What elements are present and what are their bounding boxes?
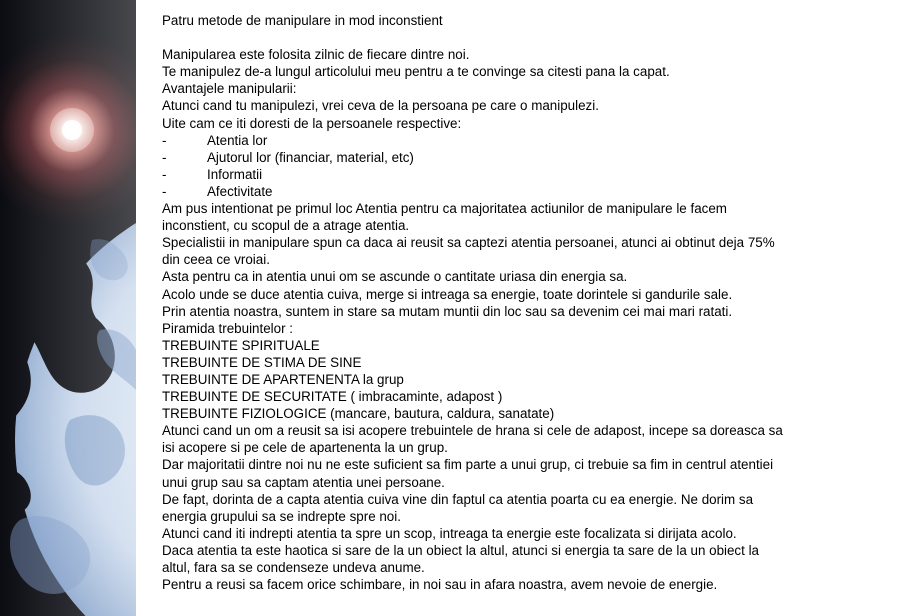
text-line: Specialistii in manipulare spun ca daca ai reusit sa captezi atentia persoanei, atunci ai obtinut deja 75% — [162, 235, 775, 251]
bullet-item — [162, 183, 914, 200]
text-line: Prin atentia noastra, suntem in stare sa mutam muntii din loc sau sa devenim cei mai mari ratati. — [162, 303, 733, 319]
text-line: Avantajele manipularii: — [162, 81, 297, 97]
text-line: inconstient, cu scopul de a atrage atentia. — [162, 218, 410, 234]
text-line: Acolo unde se duce atentia cuiva, merge si intreaga sa energie, toate dorintele si gandurile sale. — [162, 286, 733, 302]
bullet-text: Afectivitate — [207, 183, 273, 199]
bullet-marker: - — [162, 183, 167, 199]
text-line: Atunci cand tu manipulezi, vrei ceva de la persoana pe care o manipulezi. — [162, 98, 599, 114]
bullet-text: Ajutorul lor (financiar, material, etc) — [207, 149, 414, 165]
bullet-text: Atentia lor — [207, 132, 268, 148]
text-line: energia grupului sa se indrepte spre noi. — [162, 508, 401, 524]
article-title: Patru metode de manipulare in mod inconstient — [162, 13, 443, 28]
text-line: din ceea ce vroiai. — [162, 252, 270, 268]
text-line: Daca atentia ta este haotica si sare de la un obiect la altul, atunci si energia ta sare de la un obiect la — [162, 542, 759, 558]
text-line: Te manipulez de-a lungul articolului meu pentru a te convinge sa citesti pana la capat. — [162, 64, 670, 80]
text-line: altul, fara sa se condenseze undeva anume. — [162, 560, 425, 575]
text-line: isi acopere si pe cele de apartenenta la un grup. — [162, 440, 448, 456]
pyramid-level: TREBUINTE DE STIMA DE SINE — [162, 354, 362, 370]
bullet-marker: - — [162, 132, 167, 148]
bullet-text: Informatii — [207, 166, 263, 182]
text-line: Dar majoritatii dintre noi nu ne este suficient sa fim parte a unui grup, ci trebuie sa fim in centrul atentiei — [162, 457, 774, 473]
text-line: Manipularea este folosita zilnic de fiecare dintre noi. — [162, 47, 470, 63]
text-line: Piramida trebuintelor : — [162, 320, 293, 336]
sidebar-globe-image — [0, 0, 136, 616]
bullet-item — [162, 132, 914, 149]
text-line: unui grup sau sa captam atentia unei persoane. — [162, 474, 445, 490]
pyramid-level: TREBUINTE DE APARTENENTA la grup — [162, 371, 404, 387]
text-line: Atunci cand iti indrepti atentia ta spre un scop, intreaga ta energie este focalizata si dirijata acolo. — [162, 525, 737, 541]
text-line: Uite cam ce iti doresti de la persoanele respective: — [162, 115, 462, 131]
pyramid-level: TREBUINTE SPIRITUALE — [162, 337, 320, 353]
pyramid-level: TREBUINTE DE SECURITATE ( imbracaminte, adapost ) — [162, 389, 503, 405]
article-body — [162, 12, 914, 593]
bullet-marker: - — [162, 149, 167, 165]
text-line: Atunci cand un om a reusit sa isi acopere trebuintele de hrana si cele de adapost, incepe sa doreasca sa — [162, 423, 783, 439]
bullet-item — [162, 166, 914, 183]
text-line: Pentru a reusi sa facem orice schimbare, in noi sau in afara noastra, avem nevoie de energie. — [162, 577, 718, 593]
bullet-item — [162, 149, 914, 166]
text-line: De fapt, dorinta de a capta atentia cuiva vine din faptul ca atentia poarta cu ea energie. Ne dorim sa — [162, 491, 754, 507]
text-line: Asta pentru ca in atentia unui om se ascunde o cantitate uriasa din energia sa. — [162, 269, 628, 285]
pyramid-level: TREBUINTE FIZIOLOGICE (mancare, bautura, caldura, sanatate) — [162, 406, 555, 422]
bullet-marker: - — [162, 166, 167, 182]
text-line: Am pus intentionat pe primul loc Atentia pentru ca majoritatea actiunilor de manipulare le facem — [162, 201, 727, 217]
